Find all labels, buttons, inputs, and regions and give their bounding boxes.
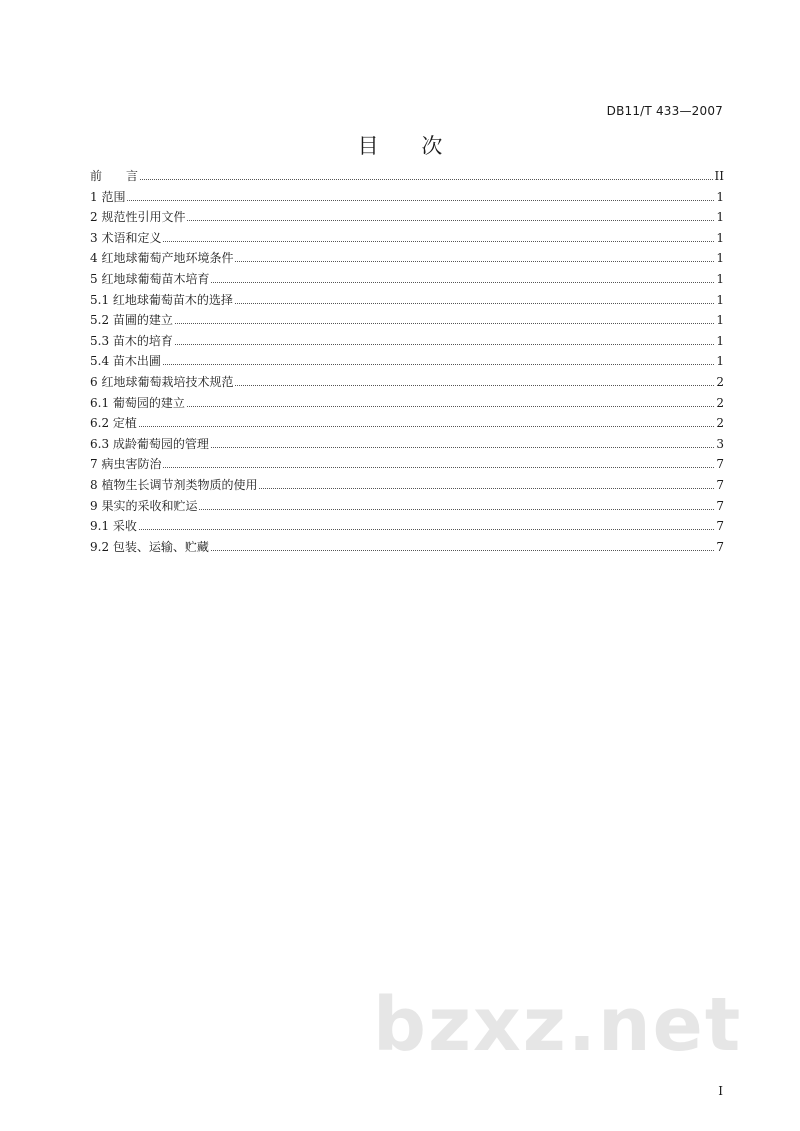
toc-entry[interactable] <box>90 475 724 496</box>
toc-leader-dots <box>235 384 714 386</box>
toc-entry-label: 9.2 包装、运输、贮藏 <box>90 539 209 554</box>
toc-entry[interactable] <box>90 228 724 249</box>
toc-entry[interactable] <box>90 207 724 228</box>
toc-entry-label: 6.1 葡萄园的建立 <box>90 395 185 410</box>
toc-entry-label: 8 植物生长调节剂类物质的使用 <box>90 477 258 492</box>
toc-entry-page: 7 <box>716 477 724 492</box>
toc-entry-label: 前 言 <box>90 169 139 183</box>
toc-entry[interactable] <box>90 537 724 558</box>
toc-entry[interactable] <box>90 290 724 311</box>
toc-entry-page: 1 <box>716 271 724 286</box>
toc-entry-label: 3 术语和定义 <box>90 230 162 245</box>
toc-entry-label: 2 规范性引用文件 <box>90 210 186 225</box>
toc-entry[interactable] <box>90 413 724 434</box>
toc-entry-page: 1 <box>716 210 724 225</box>
toc-entry-page: 1 <box>716 189 724 204</box>
toc-entry[interactable] <box>90 269 724 290</box>
page-number: I <box>718 1084 723 1098</box>
document-code: DB11/T 433—2007 <box>606 104 723 118</box>
toc-entry[interactable] <box>90 372 724 393</box>
toc-entry-page: 1 <box>716 230 724 245</box>
toc-entry[interactable] <box>90 454 724 475</box>
toc-leader-dots <box>139 528 714 530</box>
toc-entry[interactable] <box>90 310 724 331</box>
toc-entry-page: II <box>714 169 724 183</box>
toc-entry-page: 1 <box>716 354 724 369</box>
toc-entry[interactable] <box>90 187 724 208</box>
toc-entry-label: 6.2 定植 <box>90 416 137 431</box>
watermark: bzxz.net <box>373 982 743 1068</box>
toc-entry-label: 5.3 苗木的培育 <box>90 333 173 348</box>
toc-entry-page: 1 <box>716 313 724 328</box>
toc-entry-label: 6 红地球葡萄栽培技术规范 <box>90 374 234 389</box>
toc-entry-page: 2 <box>716 374 724 389</box>
toc-entry-label: 9.1 采收 <box>90 519 137 534</box>
toc-entry-label: 6.3 成龄葡萄园的管理 <box>90 436 209 451</box>
toc-entry[interactable] <box>90 351 724 372</box>
toc-leader-dots <box>211 549 714 551</box>
toc-leader-dots <box>163 240 714 242</box>
toc-leader-dots <box>211 446 714 448</box>
toc-entry-label: 5.1 红地球葡萄苗木的选择 <box>90 292 233 307</box>
toc-leader-dots <box>211 281 714 283</box>
toc-leader-dots <box>139 425 714 427</box>
toc-entry-page: 2 <box>716 416 724 431</box>
toc-leader-dots <box>235 260 714 262</box>
toc-title: 目 次 <box>357 134 461 158</box>
toc-entry-label: 9 果实的采收和贮运 <box>90 498 198 513</box>
toc-entry-page: 2 <box>716 395 724 410</box>
toc-leader-dots <box>259 487 714 489</box>
toc-entry-label: 4 红地球葡萄产地环境条件 <box>90 251 234 266</box>
toc-entry-page: 7 <box>716 498 724 513</box>
toc-entry-page: 1 <box>716 333 724 348</box>
toc-leader-dots <box>163 363 714 365</box>
toc-entry[interactable] <box>90 496 724 517</box>
toc-entry[interactable] <box>90 393 724 414</box>
toc-leader-dots <box>199 508 714 510</box>
toc-entry[interactable] <box>90 166 724 187</box>
toc-entry[interactable] <box>90 331 724 352</box>
toc-leader-dots <box>187 405 714 407</box>
toc-entry-label: 7 病虫害防治 <box>90 457 162 472</box>
toc-leader-dots <box>175 322 714 324</box>
table-of-contents <box>90 166 724 557</box>
toc-leader-dots <box>235 302 714 304</box>
toc-leader-dots <box>163 466 714 468</box>
toc-entry-label: 1 范围 <box>90 189 126 204</box>
toc-entry-page: 7 <box>716 519 724 534</box>
toc-entry-page: 1 <box>716 251 724 266</box>
toc-entry-label: 5.4 苗木出圃 <box>90 354 161 369</box>
toc-entry-label: 5.2 苗圃的建立 <box>90 313 173 328</box>
toc-leader-dots <box>140 178 713 180</box>
toc-entry[interactable] <box>90 516 724 537</box>
toc-entry-page: 1 <box>716 292 724 307</box>
toc-leader-dots <box>127 199 714 201</box>
toc-entry-page: 7 <box>716 457 724 472</box>
toc-entry-page: 3 <box>716 436 724 451</box>
toc-leader-dots <box>175 343 714 345</box>
toc-entry-label: 5 红地球葡萄苗木培育 <box>90 271 210 286</box>
toc-entry-page: 7 <box>716 539 724 554</box>
toc-leader-dots <box>187 219 714 221</box>
toc-entry[interactable] <box>90 434 724 455</box>
toc-entry[interactable] <box>90 248 724 269</box>
